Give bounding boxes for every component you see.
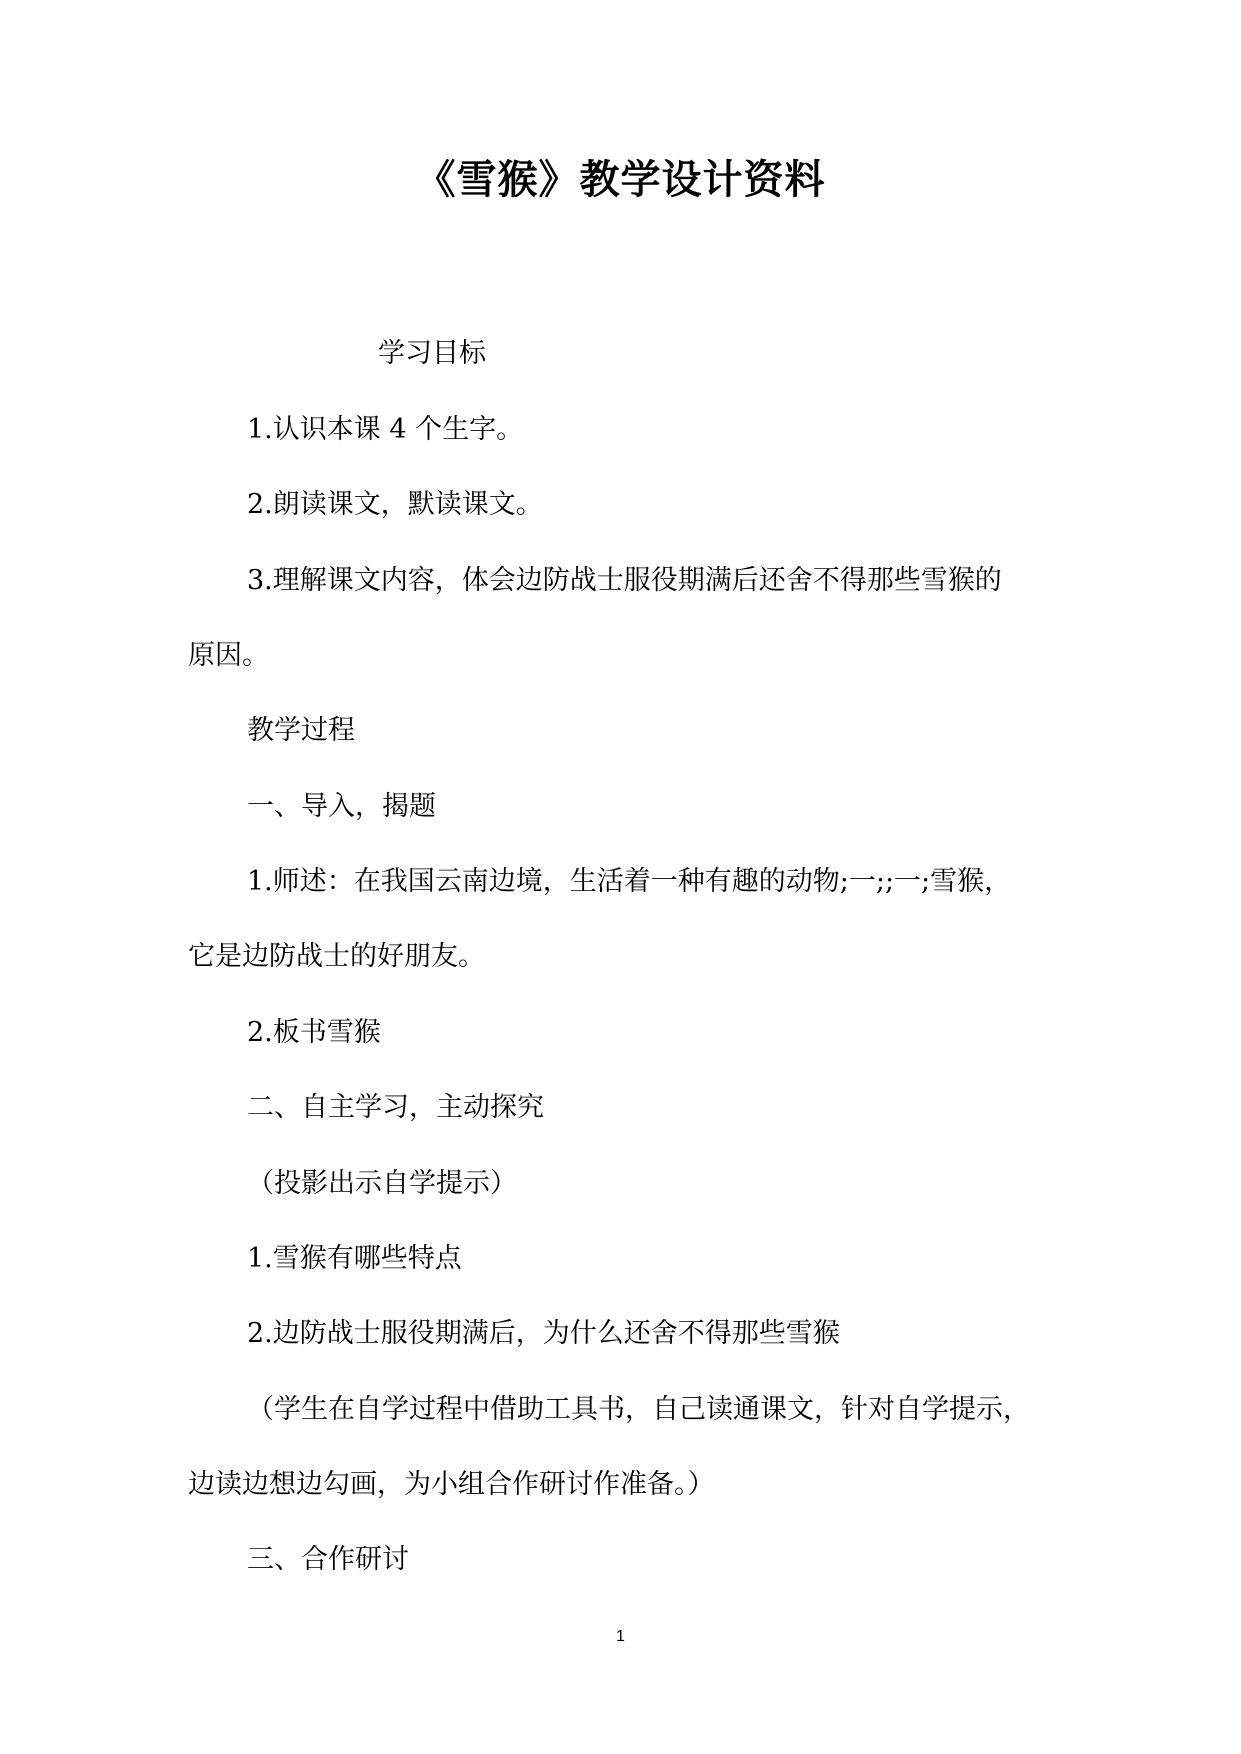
paragraph: （学生在自学过程中借助工具书，自己读通课文，针对自学提示， [247, 1394, 1030, 1425]
section-heading: 一、导入，揭题 [247, 791, 436, 822]
section-heading: 二、自主学习，主动探究 [247, 1092, 544, 1123]
section-heading-teaching-process: 教学过程 [247, 715, 355, 746]
section-heading-learning-goals: 学习目标 [378, 338, 486, 369]
document-title: 《雪猴》教学设计资料 [415, 156, 826, 203]
paragraph: 2.边防战士服役期满后，为什么还舍不得那些雪猴 [247, 1318, 840, 1349]
paragraph: 1.雪猴有哪些特点 [247, 1243, 462, 1274]
paragraph: 原因。 [188, 640, 269, 671]
paragraph: 1.认识本课 4 个生字。 [247, 414, 524, 445]
paragraph: 边读边想边勾画，为小组合作研讨作准备。） [188, 1469, 715, 1500]
section-heading: 三、合作研讨 [247, 1544, 409, 1575]
paragraph: 2.板书雪猴 [247, 1017, 381, 1048]
paragraph: 3.理解课文内容，体会边防战士服役期满后还舍不得那些雪猴的 [247, 565, 1002, 596]
paragraph: 它是边防战士的好朋友。 [188, 941, 485, 972]
paragraph: 2.朗读课文，默读课文。 [247, 489, 543, 520]
paragraph: （投影出示自学提示） [247, 1168, 517, 1199]
page-number: 1 [616, 1628, 625, 1645]
paragraph: 1.师述：在我国云南边境，生活着一种有趣的动物;一;;一;雪猴， [247, 866, 1012, 897]
